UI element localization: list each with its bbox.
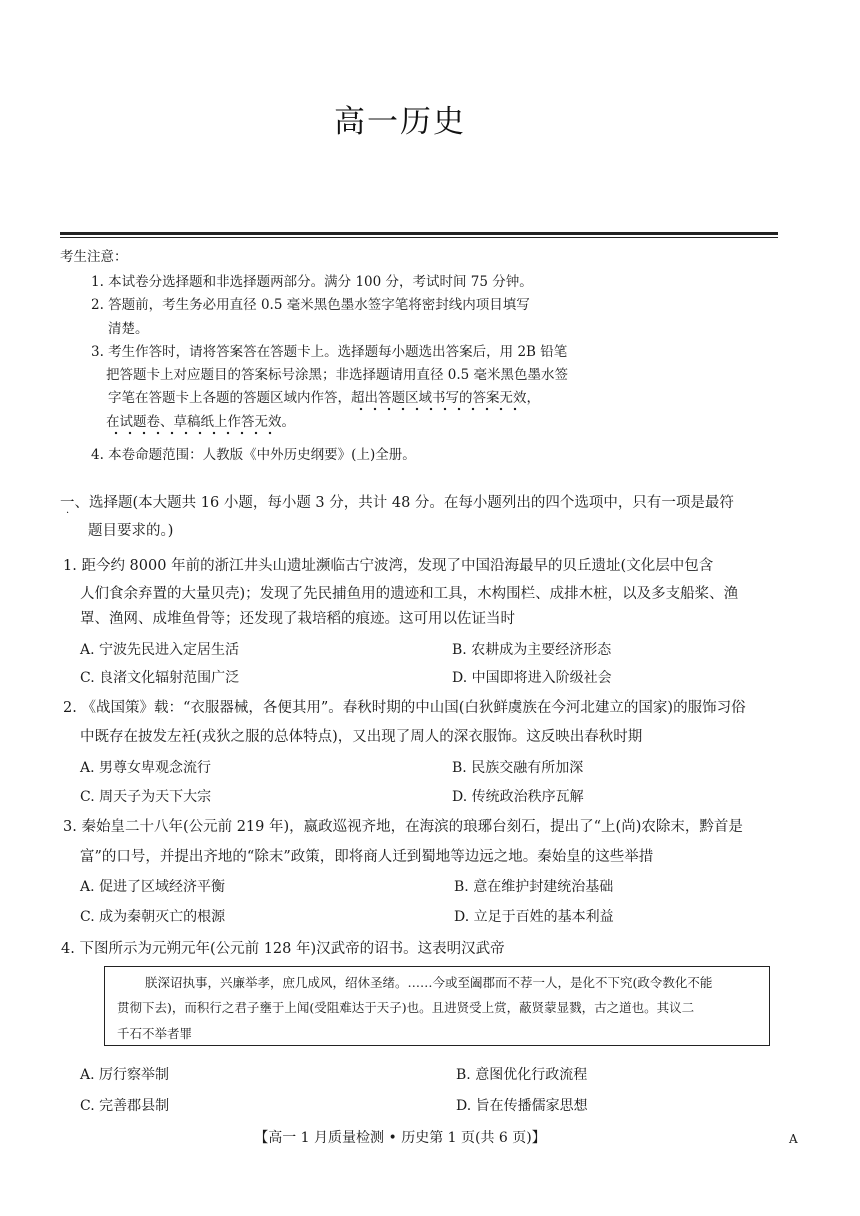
notice-text: 字笔在答题卡上各题的答题区域内作答， [108, 390, 351, 406]
question-1-option-d: D. 中国即将进入阶级社会 [452, 670, 612, 686]
question-3-option-c: C. 成为秦朝灭亡的根源 [80, 909, 226, 925]
notice-item-2-cont: 清楚。 [108, 321, 149, 337]
question-1-stem: 1. 距今约 8000 年前的浙江井头山遗址濒临古宁波湾，发现了中国沿海最早的贝丘遗址(文化层中包含 [63, 558, 714, 574]
notice-punct: ， [526, 390, 540, 406]
notice-item-3-cont2 [108, 386, 540, 406]
question-3-stem-cont: 富”的口号，并提出齐地的“除末”政策，即将商人迁到蜀地等边远之地。秦始皇的这些举措 [80, 849, 654, 865]
question-3-option-d: D. 立足于百姓的基本利益 [454, 909, 614, 925]
notice-heading: 考生注意： [60, 249, 128, 265]
edict-line-2: 贯彻下去)，而积行之君子壅于上闻(受阻难达于天子)也。且进贤受上赏，蔽贤蒙显戮，古之道也。其议二 [117, 1000, 695, 1015]
edict-line-1: 朕深诏执事，兴廉举孝，庶几成风，绍休圣绪。……今或至阖郡而不荐一人，是化不下究(政令教化不能 [145, 975, 713, 990]
notice-item-1: 1. 本试卷分选择题和非选择题两部分。满分 100 分，考试时间 75 分钟。 [91, 274, 533, 290]
question-3-stem: 3. 秦始皇二十八年(公元前 219 年)，嬴政巡视齐地，在海滨的琅琊台刻石，提出了“上(尚)农除末，黔首是 [63, 819, 743, 835]
question-2-option-c: C. 周天子为天下大宗 [80, 789, 212, 805]
question-1-option-a: A. 宁波先民进入定居生活 [80, 642, 240, 658]
stray-mark: · [66, 508, 70, 519]
edict-line-3: 千石不举者罪 [117, 1026, 193, 1041]
question-3-option-b: B. 意在维护封建统治基础 [454, 879, 614, 895]
question-4-option-c: C. 完善郡县制 [80, 1098, 170, 1114]
notice-item-3-cont3 [106, 410, 295, 430]
emphasis-dotted-text: 在试题卷、草稿纸上作答无效 [106, 414, 282, 435]
question-2-option-d: D. 传统政治秩序瓦解 [452, 789, 584, 805]
notice-punct: 。 [281, 414, 295, 430]
notice-item-3-cont1: 把答题卡上对应题目的答案标号涂黑；非选择题请用直径 0.5 毫米黑色墨水签 [106, 367, 569, 383]
question-1-option-b: B. 农耕成为主要经济形态 [452, 642, 612, 658]
page-title: 高一历史 [334, 104, 466, 140]
edict-document-box [104, 966, 770, 1046]
question-2-option-a: A. 男尊女卑观念流行 [80, 760, 212, 776]
page-footer: 【高一 1 月质量检测 • 历史第 1 页(共 6 页)】 [254, 1130, 546, 1146]
question-4-option-d: D. 旨在传播儒家思想 [456, 1098, 588, 1114]
question-1-stem-cont: 人们食余弃置的大量贝壳)；发现了先民捕鱼用的遗迹和工具，木构围栏、成排木桩，以及多支船桨、渔 [80, 586, 739, 602]
question-1-stem-cont: 罩、渔网、成堆鱼骨等；还发现了栽培稻的痕迹。这可用以佐证当时 [80, 611, 515, 627]
question-4-option-b: B. 意图优化行政流程 [456, 1067, 588, 1083]
question-2-stem: 2. 《战国策》载：“衣服器械，各便其用”。春秋时期的中山国(白狄鲜虞族在今河北建立的国家)的服饰习俗 [63, 700, 746, 716]
header-divider-thick [60, 232, 778, 235]
question-1-option-c: C. 良渚文化辐射范围广泛 [80, 670, 240, 686]
question-2-option-b: B. 民族交融有所加深 [452, 760, 584, 776]
paper-version-mark: A [789, 1132, 798, 1146]
question-4-option-a: A. 厉行察举制 [80, 1067, 170, 1083]
header-divider-thin [60, 237, 778, 238]
notice-item-2: 2. 答题前，考生务必用直径 0.5 毫米黑色墨水签字笔将密封线内项目填写 [91, 297, 530, 313]
question-3-option-a: A. 促进了区域经济平衡 [80, 879, 226, 895]
notice-item-4: 4. 本卷命题范围：人教版《中外历史纲要》(上)全册。 [91, 447, 416, 463]
section-heading-cont: 题目要求的。) [88, 523, 174, 539]
section-heading: 一、选择题(本大题共 16 小题，每小题 3 分，共计 48 分。在每小题列出的四个选项中，只有一项是最符 [60, 495, 734, 511]
question-2-stem-cont: 中既存在披发左衽(戎狄之服的总体特点)，又出现了周人的深衣服饰。这反映出春秋时期 [80, 729, 643, 745]
emphasis-dotted-text: 超出答题区域书写的答案无效 [351, 390, 527, 411]
notice-item-3: 3. 考生作答时，请将答案答在答题卡上。选择题每小题选出答案后，用 2B 铅笔 [91, 344, 568, 360]
question-4-stem: 4. 下图所示为元朔元年(公元前 128 年)汉武帝的诏书。这表明汉武帝 [61, 941, 505, 957]
